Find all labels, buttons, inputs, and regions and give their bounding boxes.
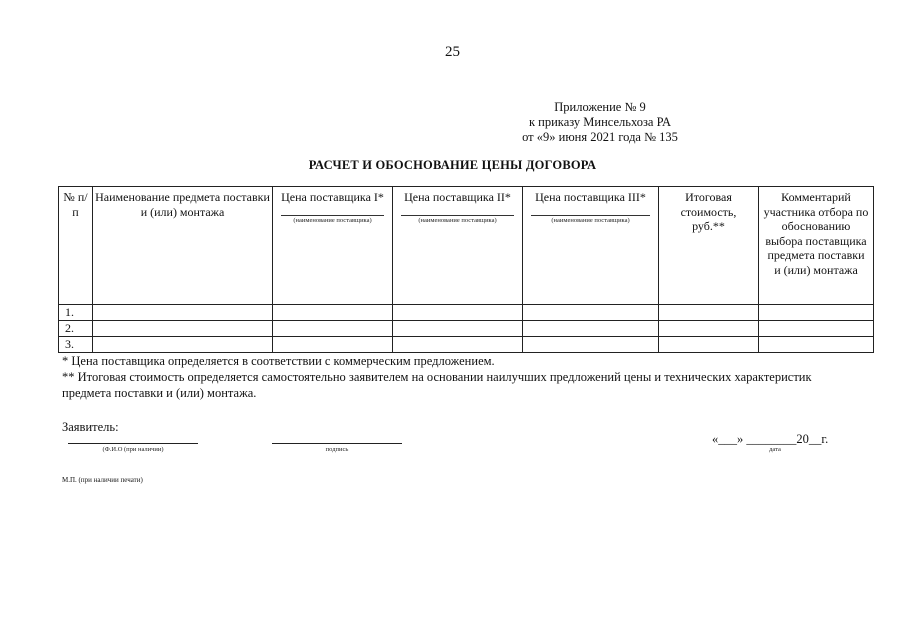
table-header-row: [59, 187, 874, 305]
row-number: 1.: [59, 305, 93, 321]
table-cell: [523, 337, 659, 353]
header-number: [59, 187, 93, 305]
header-total-cost: [659, 187, 759, 305]
table-row: [59, 305, 874, 321]
table-cell: [759, 305, 874, 321]
supplier-1-subcaption: (наименование поставщика): [293, 216, 372, 224]
table-cell: [273, 337, 393, 353]
appendix-line-1: Приложение № 9: [554, 100, 646, 114]
table-cell: [393, 305, 523, 321]
header-comment: [759, 187, 874, 305]
header-supplier-2: [393, 187, 523, 305]
footnote-supplier-price: * Цена поставщика определяется в соответствии с коммерческим предложением.: [62, 354, 495, 368]
signature-line: [272, 443, 402, 444]
table-cell: [523, 321, 659, 337]
fio-line: [68, 443, 198, 444]
date-caption: дата: [769, 446, 781, 453]
fio-caption: (Ф.И.О (при наличии): [102, 446, 164, 453]
price-table: [58, 186, 874, 353]
appendix-line-2: к приказу Минсельхоза РА: [528, 115, 671, 129]
table-cell: [659, 337, 759, 353]
table-cell: [393, 321, 523, 337]
appendix-line-3: от «9» июня 2021 года № 135: [522, 130, 678, 144]
header-total-cost-text: Итоговая стоимость, руб.**: [680, 190, 737, 233]
row-number: 3.: [59, 337, 93, 353]
table-cell: [659, 305, 759, 321]
table-cell: [659, 321, 759, 337]
stamp-caption: М.П. (при наличии печати): [62, 476, 143, 484]
table-cell: [759, 337, 874, 353]
table-cell: [759, 321, 874, 337]
header-item-name-text: Наименование предмета поставки и (или) монтажа: [95, 190, 270, 219]
supplier-2-subcaption: (наименование поставщика): [418, 216, 497, 224]
header-supplier-2-text: Цена поставщика II*: [404, 190, 511, 204]
table-cell: [93, 337, 273, 353]
footnote-total-cost-line-1: ** Итоговая стоимость определяется самостоятельно заявителем на основании наилучших предложений цены и технических характеристик: [62, 370, 812, 384]
page-number: 25: [445, 44, 460, 60]
table-cell: [273, 305, 393, 321]
document-title: РАСЧЕТ И ОБОСНОВАНИЕ ЦЕНЫ ДОГОВОРА: [308, 158, 597, 172]
signature-caption: подпись: [325, 446, 349, 453]
header-number-text: № п/п: [63, 190, 88, 219]
applicant-label: Заявитель:: [62, 420, 119, 434]
date-field: «___» ________20__г.: [712, 432, 829, 446]
header-supplier-3: [523, 187, 659, 305]
header-supplier-1-text: Цена поставщика I*: [281, 190, 384, 204]
header-supplier-1: [273, 187, 393, 305]
header-supplier-3-text: Цена поставщика III*: [535, 190, 646, 204]
table-cell: [393, 337, 523, 353]
header-comment-text: Комментарий участника отбора по обоснованию выбора поставщика предмета поставки и (или) монтажа: [763, 190, 869, 277]
header-item-name: [93, 187, 273, 305]
table-cell: [93, 305, 273, 321]
table-row: [59, 337, 874, 353]
table-row: [59, 321, 874, 337]
row-number: 2.: [59, 321, 93, 337]
table-cell: [93, 321, 273, 337]
supplier-3-subcaption: (наименование поставщика): [551, 216, 630, 224]
table-cell: [523, 305, 659, 321]
footnote-total-cost-line-2: предмета поставки и (или) монтажа.: [62, 386, 257, 400]
table-cell: [273, 321, 393, 337]
